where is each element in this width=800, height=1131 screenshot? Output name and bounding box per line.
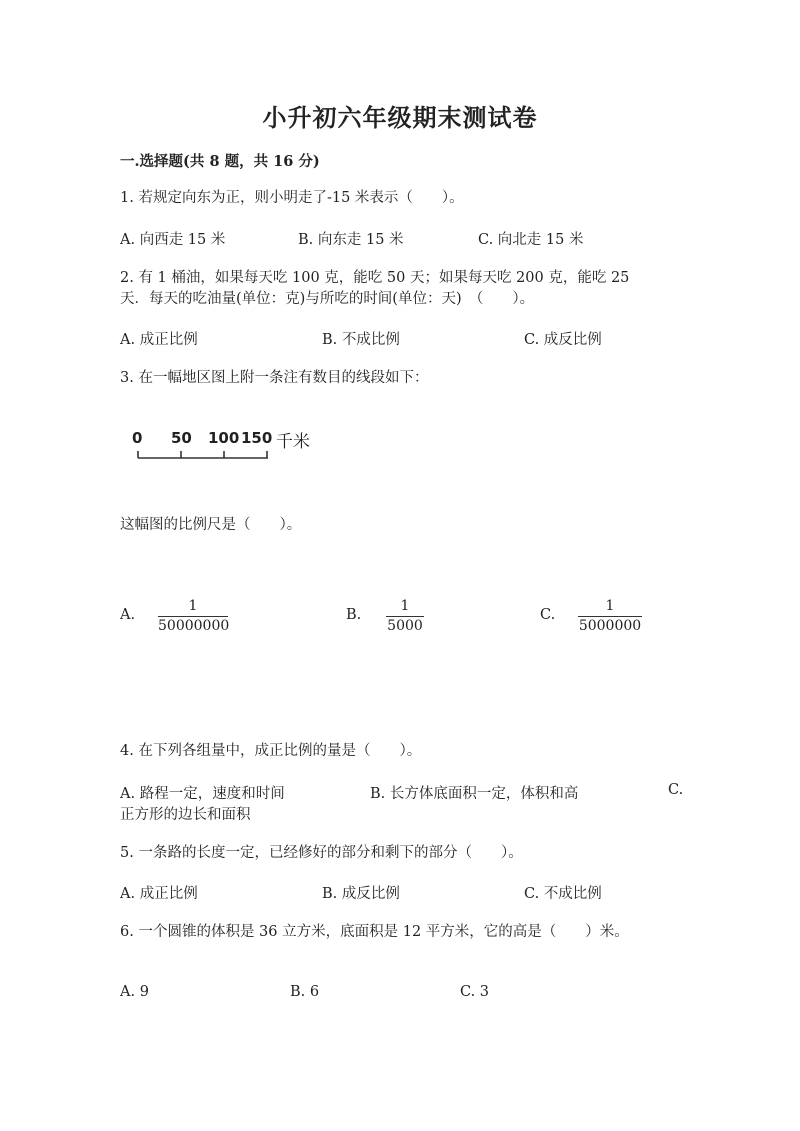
page-title: 小升初六年级期末测试卷 (262, 103, 538, 132)
q2-option-a[interactable]: A. 成正比例 (120, 332, 198, 348)
q5-option-b[interactable]: B. 成反比例 (322, 886, 400, 902)
q3-option-b-numerator: 1 (386, 598, 424, 617)
q3-option-a-numerator: 1 (158, 598, 228, 617)
question-5: 5. 一条路的长度一定，已经修好的部分和剩下的部分（ ）。 (120, 845, 523, 861)
question-3-subtext: 这幅图的比例尺是（ ）。 (120, 517, 302, 533)
question-2-line-2: 天．每天的吃油量(单位：克)与所吃的时间(单位：天) （ ）。 (120, 291, 535, 307)
q4-option-c-continued[interactable]: 正方形的边长和面积 (120, 807, 251, 823)
scale-label-0: 0 (132, 429, 143, 447)
q4-option-c[interactable]: C. (668, 782, 684, 798)
question-1: 1. 若规定向东为正，则小明走了-15 米表示（ ）。 (120, 190, 464, 206)
q4-option-b[interactable]: B. 长方体底面积一定，体积和高 (370, 786, 579, 802)
q3-option-c-fraction (578, 598, 642, 635)
scale-label-100: 100 (208, 429, 240, 447)
q1-option-c[interactable]: C. 向北走 15 米 (478, 232, 584, 248)
q3-option-c-label[interactable]: C. (540, 607, 556, 623)
q6-option-b[interactable]: B. 6 (290, 984, 320, 1000)
question-4: 4. 在下列各组量中，成正比例的量是（ ）。 (120, 743, 422, 759)
question-6: 6. 一个圆锥的体积是 36 立方米，底面积是 12 平方米，它的高是（ ）米。 (120, 924, 629, 940)
q6-option-a[interactable]: A. 9 (120, 984, 149, 1000)
q1-option-a[interactable]: A. 向西走 15 米 (120, 232, 226, 248)
q1-option-b[interactable]: B. 向东走 15 米 (298, 232, 404, 248)
q6-option-c[interactable]: C. 3 (460, 984, 490, 1000)
q3-option-a-denominator: 50000000 (158, 618, 230, 634)
scale-label-50: 50 (171, 429, 192, 447)
question-3: 3. 在一幅地区图上附一条注有数目的线段如下： (120, 370, 429, 386)
section-heading: 一.选择题(共 8 题，共 16 分) (120, 153, 320, 170)
q4-option-a[interactable]: A. 路程一定，速度和时间 (120, 786, 285, 802)
scale-unit: 千米 (276, 432, 310, 452)
q3-option-c-denominator: 5000000 (578, 618, 642, 634)
question-2-line-1: 2. 有 1 桶油，如果每天吃 100 克，能吃 50 天；如果每天吃 200 克，能吃 25 (120, 270, 630, 286)
q3-option-b-fraction (386, 598, 424, 635)
q3-option-b-denominator: 5000 (387, 618, 423, 634)
q5-option-a[interactable]: A. 成正比例 (120, 886, 198, 902)
q3-option-b-label[interactable]: B. (346, 607, 362, 623)
q3-option-a-label[interactable]: A. (120, 607, 136, 623)
q5-option-c[interactable]: C. 不成比例 (524, 886, 602, 902)
q3-option-a-fraction (158, 598, 228, 635)
scale-line-graphic (130, 448, 280, 462)
scale-label-150: 150 (241, 429, 273, 447)
q2-option-b[interactable]: B. 不成比例 (322, 332, 400, 348)
q3-option-c-numerator: 1 (578, 598, 642, 617)
q2-option-c[interactable]: C. 成反比例 (524, 332, 602, 348)
